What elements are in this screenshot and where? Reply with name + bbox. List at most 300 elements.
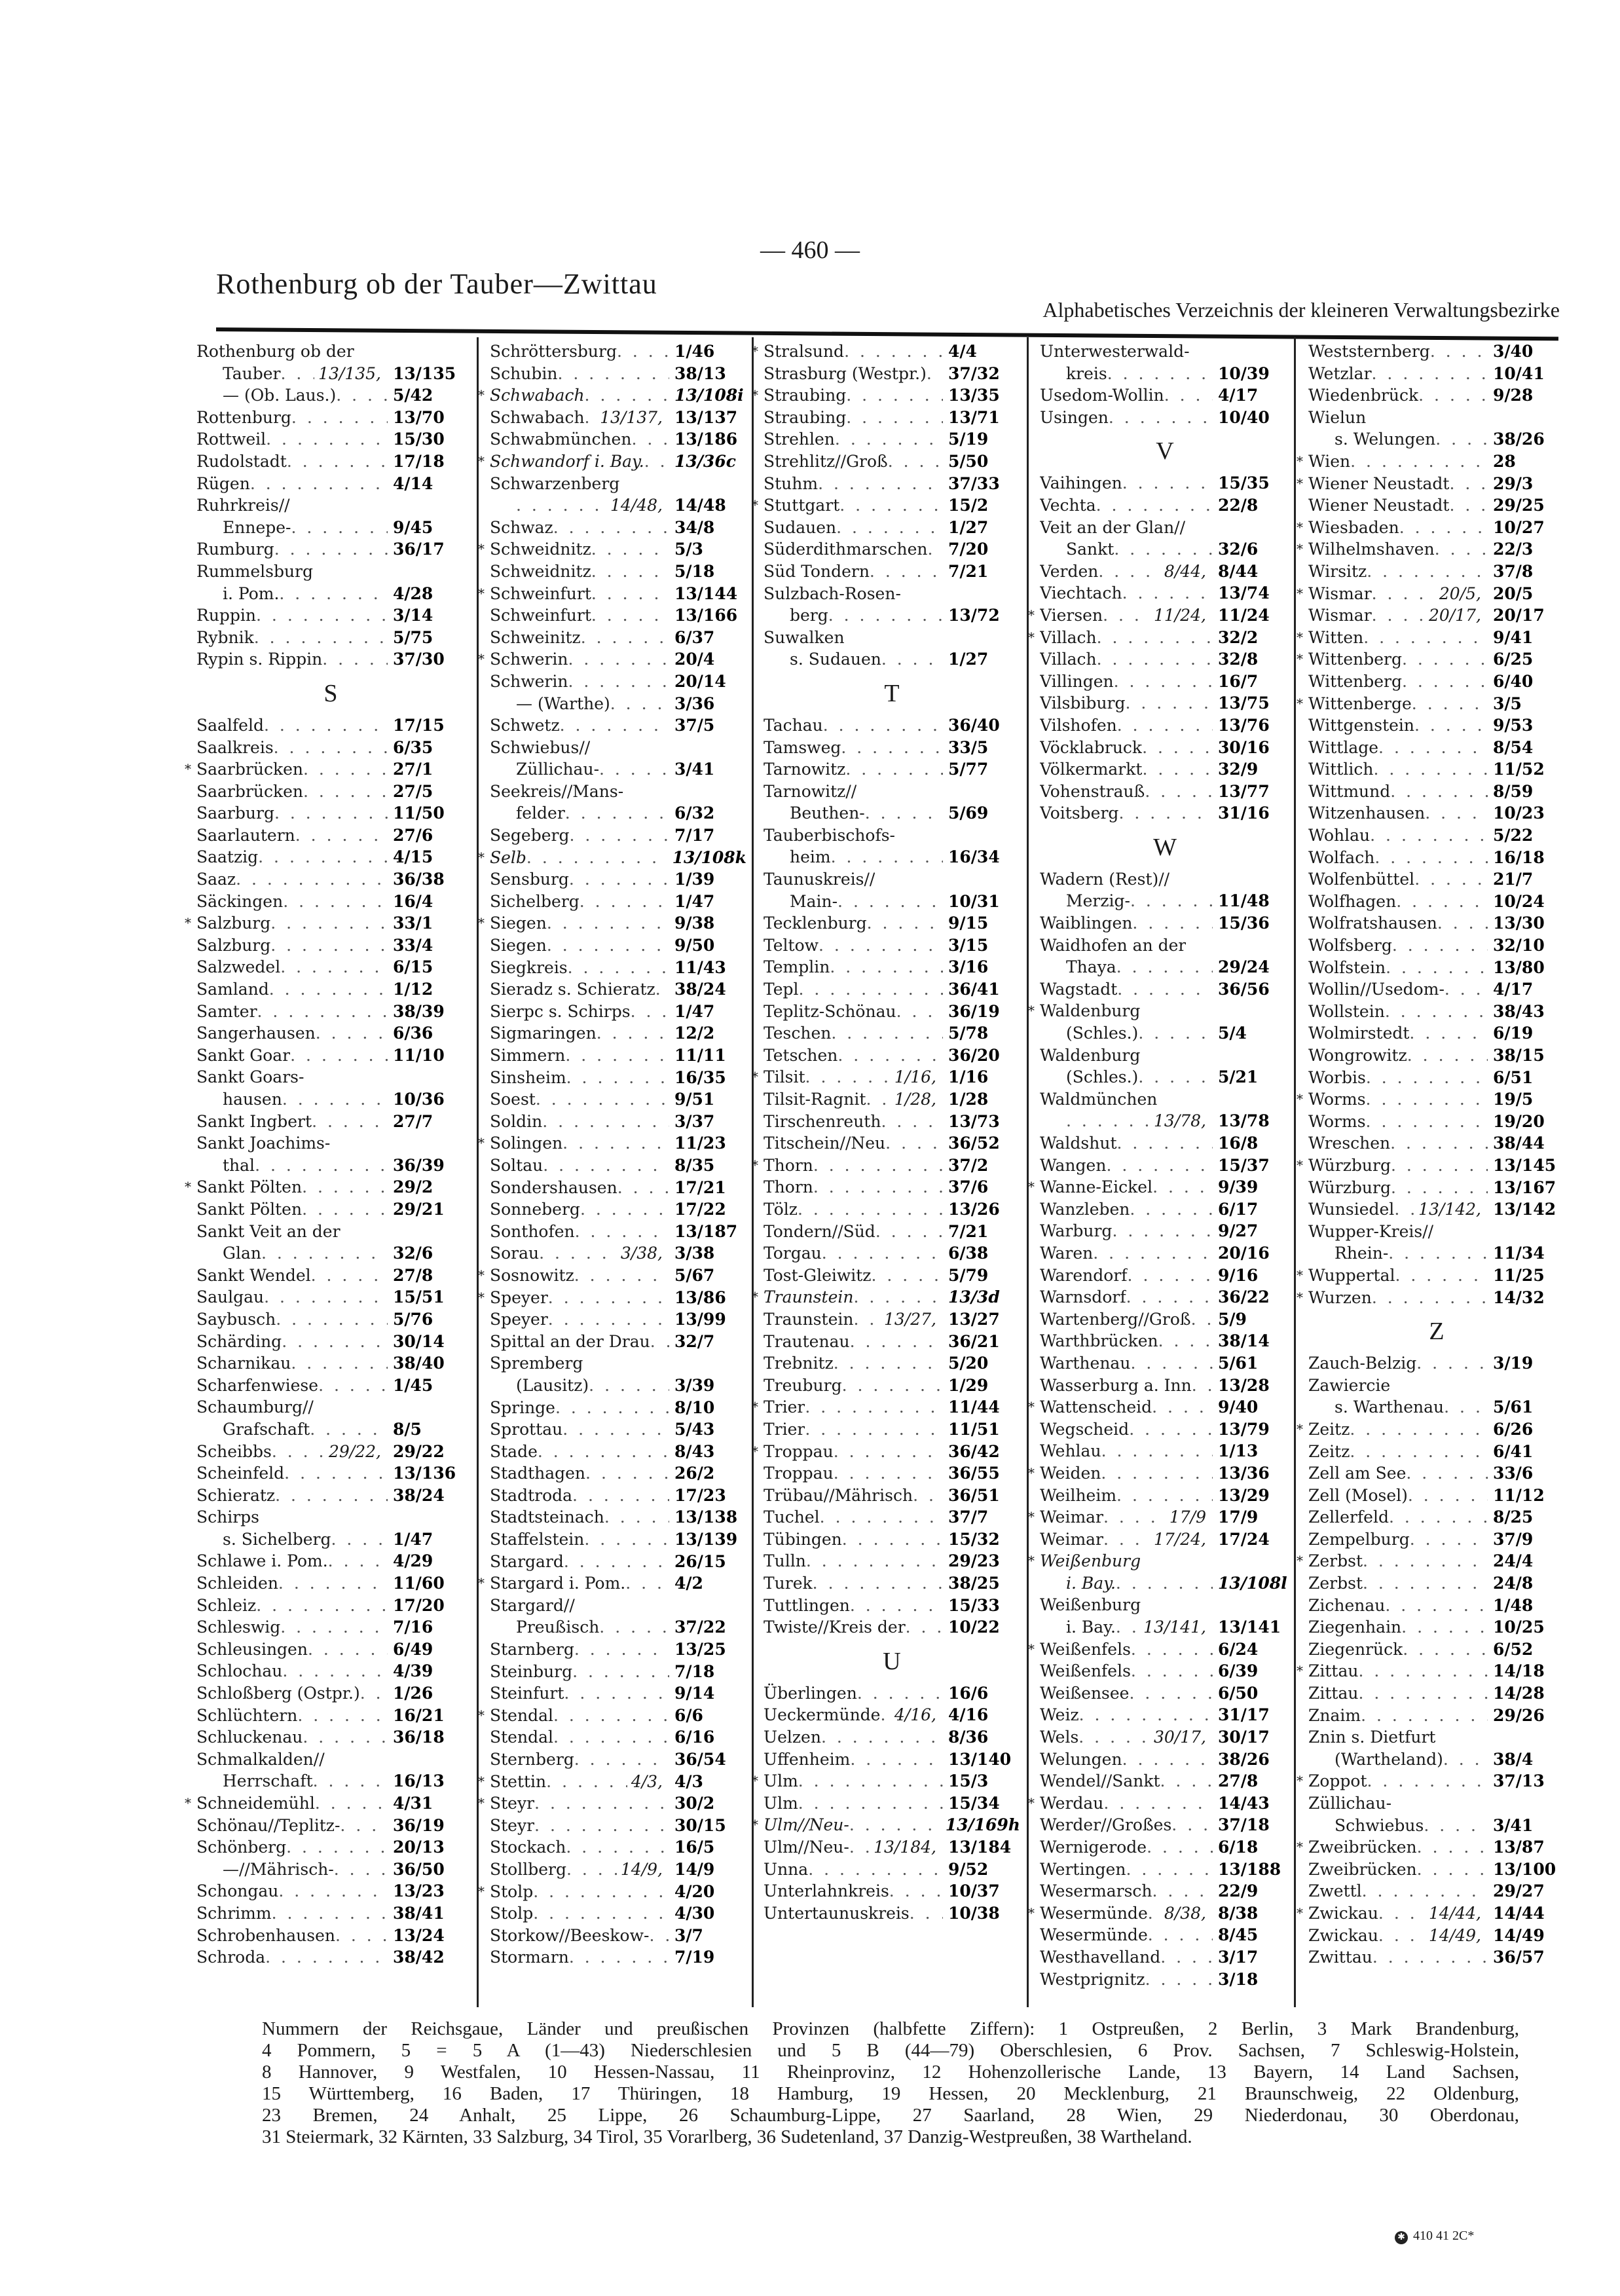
index-entry: [490, 1155, 746, 1177]
entry-name: Worms: [1308, 1090, 1366, 1109]
entry-reference: 13/80: [1493, 957, 1545, 977]
entry-name: Titschein//Neu: [764, 1134, 886, 1153]
entry-name: Schleiz: [196, 1595, 257, 1615]
entry-name: Merzig-: [1066, 891, 1130, 911]
entry-reference: 38/39: [393, 1001, 445, 1021]
dot-leader: [597, 1022, 669, 1045]
asterisk-marker: *: [478, 541, 485, 557]
dot-leader: [534, 1792, 669, 1815]
dot-leader: [1396, 891, 1488, 913]
dot-leader: [1106, 1155, 1213, 1177]
dot-leader: [1122, 472, 1213, 494]
entry-name: Glan: [223, 1244, 261, 1263]
index-entry: [196, 1770, 465, 1792]
entry-name: Zwittau: [1308, 1948, 1372, 1967]
entry-name: Trier: [764, 1398, 805, 1417]
entry-name: Überlingen: [764, 1683, 857, 1703]
entry-alt-reference: 30/17,: [1154, 1728, 1206, 1747]
index-entry: [764, 1902, 1020, 1925]
entry-name: Wittlich: [1308, 760, 1374, 779]
index-entry: [1040, 1088, 1290, 1111]
index-entry: [490, 1551, 746, 1573]
index-entry: [1308, 1925, 1565, 1947]
entry-name: Schweinitz: [490, 627, 581, 647]
entry-name: Rhein-: [1335, 1244, 1389, 1263]
entry-name: Tirschenreuth: [764, 1111, 881, 1131]
index-entry: [490, 1925, 746, 1947]
entry-name: Zeitz: [1308, 1441, 1350, 1461]
index-entry: [1308, 1859, 1565, 1881]
entry-reference: 6/39: [1218, 1661, 1259, 1681]
entry-name: Staffelstein: [490, 1530, 585, 1549]
dot-leader: [1430, 341, 1488, 363]
entry-name: Schwabach: [490, 386, 585, 405]
index-entry: [1297, 648, 1565, 671]
entry-name: Wuppertal: [1308, 1265, 1395, 1285]
entry-name: Ulm//Neu-: [764, 1838, 849, 1857]
index-entry: [764, 1485, 1020, 1507]
entry-reference: 5/21: [1218, 1067, 1259, 1087]
entry-reference: 13/74: [1218, 583, 1270, 603]
entry-reference: 13/36c: [674, 451, 736, 471]
dot-leader: [569, 1946, 669, 1969]
entry-reference: 15/30: [393, 430, 445, 449]
dot-leader: [322, 648, 388, 671]
dot-leader: [565, 1045, 669, 1067]
dot-leader: [1101, 1462, 1213, 1485]
entry-reference: 38/43: [1493, 1001, 1545, 1021]
dot-leader: [310, 1418, 388, 1441]
dot-leader: [1145, 1969, 1213, 1991]
entry-name: Speyer: [490, 1287, 548, 1307]
dot-leader: [585, 407, 597, 429]
dot-leader: [1414, 714, 1488, 737]
entry-name: Strasburg (Westpr.): [764, 363, 927, 383]
entry-reference: 17/20: [393, 1595, 445, 1615]
dot-leader: [572, 1661, 669, 1683]
dot-leader: [1122, 1749, 1213, 1771]
dot-leader: [236, 868, 388, 891]
entry-reference: 10/23: [1493, 804, 1545, 823]
entry-reference: 5/9: [1218, 1309, 1247, 1329]
dot-leader: [276, 1308, 388, 1331]
dot-leader: [591, 561, 669, 583]
entry-name: Wirsitz: [1308, 561, 1367, 581]
index-entry: [196, 1705, 465, 1727]
entry-name: Tarnowitz//: [764, 781, 857, 801]
dot-leader: [849, 1836, 870, 1859]
entry-name: Samter: [196, 1001, 257, 1021]
entry-reference: 37/33: [948, 473, 1000, 493]
entry-reference: 13/142: [1493, 1200, 1556, 1219]
index-entry: [196, 1221, 465, 1243]
index-entry: [478, 1132, 746, 1155]
entry-name: Scheibbs: [196, 1441, 272, 1461]
entry-reference: 32/9: [1218, 760, 1259, 779]
dot-leader: [557, 363, 669, 385]
dot-leader: [836, 517, 943, 539]
index-entry: [478, 538, 746, 561]
entry-name: Villach: [1040, 650, 1097, 669]
entry-reference: 36/51: [948, 1485, 1000, 1505]
dot-leader: [1103, 1792, 1213, 1815]
index-entry: [1040, 1198, 1290, 1221]
entry-reference: 13/108l: [1218, 1573, 1287, 1593]
index-entry: [196, 648, 465, 671]
index-column-2: [478, 341, 746, 2010]
entry-reference: 8/35: [674, 1155, 715, 1175]
dot-leader: [534, 1815, 669, 1837]
entry-reference: 11/60: [393, 1574, 445, 1593]
entry-reference: 15/32: [948, 1529, 1000, 1549]
entry-reference: 38/40: [393, 1354, 445, 1373]
entry-name: Saaz: [196, 870, 236, 889]
entry-name: Tuchel: [764, 1508, 820, 1527]
dot-leader: [1401, 1616, 1488, 1639]
entry-reference: 13/73: [948, 1111, 1000, 1131]
entry-name: Templin: [764, 957, 830, 977]
asterisk-marker: *: [1028, 1904, 1035, 1921]
index-entry: [196, 627, 465, 649]
dot-leader: [1373, 758, 1488, 781]
entry-reference: 11/43: [674, 957, 726, 977]
index-entry: [490, 1045, 746, 1067]
index-entry: [1040, 1352, 1290, 1375]
index-entry: [196, 1528, 465, 1551]
asterisk-marker: *: [1297, 453, 1303, 469]
asterisk-marker: *: [1297, 1420, 1303, 1437]
entry-reference: 4/20: [674, 1881, 715, 1901]
dot-leader: [866, 1088, 890, 1111]
index-entry: [1040, 1969, 1290, 1991]
index-entry: [764, 912, 1020, 935]
index-entry: [764, 956, 1020, 978]
index-entry: [764, 1550, 1020, 1572]
dot-leader: [580, 1198, 669, 1221]
entry-reference: 36/19: [948, 1001, 1000, 1021]
entry-name: Rummelsburg: [196, 561, 314, 581]
entry-name: Werdau: [1040, 1793, 1104, 1813]
index-entry: [1308, 1572, 1565, 1595]
entry-reference: 5/61: [1218, 1353, 1259, 1373]
index-entry: [1308, 494, 1565, 517]
entry-reference: 5/20: [948, 1354, 989, 1373]
index-entry: [196, 1308, 465, 1331]
entry-name: Warnsdorf: [1040, 1287, 1126, 1307]
entry-name: Stralsund: [764, 342, 845, 361]
entry-reference: 6/38: [948, 1244, 989, 1263]
dot-leader: [1122, 582, 1213, 604]
dot-leader: [875, 1221, 943, 1243]
index-entry: [1308, 714, 1565, 737]
index-entry: [1308, 1375, 1565, 1397]
entry-reference: 13/141: [1218, 1618, 1281, 1637]
index-entry: [752, 1155, 1020, 1177]
index-entry: [764, 1859, 1020, 1881]
dot-leader: [1362, 1880, 1488, 1902]
dot-leader: [1395, 1265, 1488, 1287]
entry-name: Villingen: [1040, 671, 1114, 691]
index-entry: [196, 978, 465, 1001]
entry-reference: 27/5: [393, 781, 433, 801]
index-entry: [1040, 1924, 1290, 1946]
entry-name: Waren: [1040, 1243, 1094, 1263]
entry-reference: 13/136: [393, 1464, 456, 1483]
dot-leader: [1402, 648, 1488, 671]
entry-name: (Schles.): [1066, 1024, 1139, 1043]
entry-reference: 7/18: [674, 1661, 715, 1681]
entry-name: Weiz: [1040, 1705, 1079, 1725]
entry-reference: 9/14: [674, 1684, 715, 1703]
entry-name: Verden: [1040, 561, 1099, 581]
index-entry: [196, 1132, 465, 1155]
footnote-line: 4 Pommern, 5 = 5 A (1—43) Niederschlesien und 5 B (44—79) Oberschlesien, 6 Prov. Sachsen, 7 Schleswig-Holstein,: [262, 2040, 1519, 2061]
entry-name: Sierpc s. Schirps: [490, 1001, 631, 1021]
entry-reference: 1/45: [393, 1375, 433, 1395]
entry-reference: 17/18: [393, 451, 445, 471]
page-title: Rothenburg ob der Tauber—Zwittau: [216, 268, 657, 300]
entry-reference: 33/6: [1493, 1464, 1534, 1483]
dot-leader: [256, 1595, 388, 1617]
entry-name: (Schles.): [1066, 1067, 1139, 1087]
index-entry: [1028, 1000, 1290, 1022]
dot-leader: [910, 1902, 943, 1925]
entry-name: Sigmaringen: [490, 1024, 597, 1043]
entry-name: Stockach: [490, 1838, 566, 1857]
index-entry: [196, 1088, 465, 1111]
index-entry: [490, 978, 746, 1001]
entry-reference: 6/17: [1218, 1199, 1259, 1219]
entry-name: Zempelburg: [1308, 1529, 1410, 1549]
index-entry: [1308, 868, 1565, 891]
asterisk-marker: *: [1297, 1773, 1303, 1789]
entry-reference: 8/25: [1493, 1508, 1534, 1527]
entry-reference: 20/5: [1493, 583, 1534, 603]
dot-leader: [591, 538, 669, 561]
entry-reference: 7/20: [948, 540, 989, 559]
entry-name: Schrimm: [196, 1903, 272, 1923]
asterisk-marker: *: [1297, 585, 1303, 601]
entry-reference: 1/28: [948, 1090, 989, 1109]
index-entry: [764, 1198, 1020, 1221]
dot-leader: [1158, 1330, 1213, 1352]
entry-name: Wupper-Kreis//: [1308, 1221, 1434, 1241]
entry-reference: 10/36: [393, 1090, 445, 1109]
index-entry: [1308, 1705, 1565, 1727]
index-entry: [490, 1749, 746, 1771]
asterisk-marker: *: [1297, 1267, 1303, 1283]
entry-name: Säckingen: [196, 891, 284, 911]
entry-reference: 5/69: [948, 804, 989, 823]
dot-leader: [539, 1242, 617, 1265]
index-entry: [1040, 737, 1290, 759]
entry-name: Schleiden: [196, 1574, 278, 1593]
entry-name: Torgau: [764, 1244, 822, 1263]
dot-leader: [906, 1616, 943, 1639]
footnote-line: 8 Hannover, 9 Westfalen, 10 Hessen-Nassau, 11 Rheinprovinz, 12 Hohenzollerische Lande, 13 Bayern, 14 Land Sachsen,: [262, 2062, 1519, 2083]
entry-reference: 13/100: [1493, 1859, 1556, 1879]
entry-name: Trebnitz: [764, 1354, 834, 1373]
entry-name: Stettin: [490, 1771, 547, 1791]
entry-reference: 15/3: [948, 1771, 989, 1791]
entry-reference: 37/5: [674, 716, 715, 735]
entry-name: Rothenburg ob der: [196, 342, 354, 361]
dot-leader: [574, 1749, 669, 1771]
index-entry: [196, 956, 465, 978]
dot-leader: [1103, 604, 1150, 627]
entry-reference: 3/36: [674, 694, 715, 713]
dot-leader: [280, 1616, 388, 1639]
dot-leader: [1412, 693, 1488, 715]
index-entry: [490, 1485, 746, 1507]
index-entry: [1308, 1815, 1565, 1837]
entry-reference: 5/75: [393, 627, 433, 647]
entry-name: Sangerhausen: [196, 1024, 316, 1043]
index-entry: [196, 1946, 465, 1969]
dot-leader: [1116, 1616, 1139, 1639]
dot-leader: [896, 1001, 943, 1023]
entry-name: Schweinfurt: [490, 606, 591, 625]
dot-leader: [542, 1111, 669, 1133]
index-entry: [478, 1572, 746, 1595]
index-entry: [490, 1177, 746, 1199]
index-entry: [764, 627, 1020, 649]
entry-name: Saarbrücken: [196, 781, 303, 801]
dot-leader: [1389, 1506, 1488, 1528]
entry-name: Waldshut: [1040, 1134, 1117, 1153]
dot-leader: [547, 935, 669, 957]
index-entry: [1028, 1396, 1290, 1418]
entry-name: Wanne-Eickel: [1040, 1177, 1153, 1197]
header-rule: [216, 327, 1558, 341]
entry-alt-reference: 13/142,: [1418, 1200, 1481, 1219]
entry-name: Witten: [1308, 627, 1364, 647]
entry-name: Weißenburg: [1040, 1595, 1141, 1615]
dot-leader: [291, 1352, 388, 1375]
entry-name: Scharfenwiese: [196, 1375, 319, 1395]
entry-name: Würzburg: [1308, 1177, 1391, 1197]
entry-reference: 27/1: [393, 760, 433, 779]
dot-leader: [1372, 1287, 1488, 1309]
index-entry: [196, 517, 465, 539]
dot-leader: [1126, 692, 1213, 714]
index-entry: [196, 1155, 465, 1177]
index-entry: [1040, 1418, 1290, 1441]
index-entry: [1308, 1616, 1565, 1639]
dot-leader: [265, 1946, 388, 1969]
dot-leader: [1138, 1022, 1213, 1045]
dot-leader: [850, 1749, 943, 1771]
entry-reference: 13/75: [1218, 694, 1270, 713]
entry-reference: 36/55: [948, 1464, 1000, 1483]
entry-reference: 4/29: [393, 1551, 433, 1571]
index-entry: [764, 1176, 1020, 1198]
entry-alt-reference: 1/28,: [894, 1090, 936, 1109]
asterisk-marker: *: [478, 1267, 485, 1283]
index-entry: [752, 1441, 1020, 1463]
entry-reference: 38/44: [1493, 1134, 1545, 1153]
asterisk-marker: *: [1297, 1839, 1303, 1855]
dot-leader: [820, 1506, 943, 1528]
index-entry: [1040, 1485, 1290, 1507]
index-entry: [196, 538, 465, 561]
entry-name: Soldin: [490, 1111, 543, 1131]
dot-leader: [255, 1155, 388, 1177]
index-entry: [196, 1749, 465, 1771]
dot-leader: [838, 891, 943, 913]
entry-name: Ueckermünde: [764, 1705, 881, 1725]
entry-reference: 1/27: [948, 517, 989, 537]
entry-name: Tondern//Süd: [764, 1221, 875, 1241]
index-entry: [490, 1506, 746, 1528]
index-entry: [1308, 1485, 1565, 1507]
index-entry: [1308, 363, 1565, 385]
index-entry: [764, 737, 1020, 759]
entry-name: Wittmund: [1308, 781, 1391, 801]
entry-name: Wernigerode: [1040, 1838, 1147, 1857]
dot-leader: [562, 1418, 669, 1441]
dot-leader: [566, 1836, 669, 1859]
entry-reference: 6/18: [1218, 1838, 1259, 1857]
dot-leader: [1366, 1067, 1488, 1089]
index-entry: [1040, 1572, 1290, 1595]
index-entry: [490, 517, 746, 539]
dot-leader: [1403, 1639, 1488, 1661]
entry-name: Springe: [490, 1398, 555, 1417]
entry-reference: 27/8: [393, 1265, 433, 1285]
entry-name: Wolfratshausen: [1308, 914, 1437, 933]
entry-name: Wielun: [1308, 407, 1367, 427]
entry-reference: 30/14: [393, 1331, 445, 1351]
index-entry: [490, 1946, 746, 1969]
index-entry: [1040, 802, 1290, 824]
index-entry: [764, 363, 1020, 385]
entry-name: —//Mährisch-: [223, 1859, 334, 1879]
entry-reference: 22/8: [1218, 495, 1259, 515]
index-entry: [196, 868, 465, 891]
entry-reference: 33/4: [393, 935, 433, 955]
entry-reference: 13/76: [1218, 715, 1270, 735]
entry-name: Stolp: [490, 1881, 534, 1901]
entry-name: Süd Tondern: [764, 561, 870, 581]
entry-reference: 11/11: [674, 1046, 726, 1065]
entry-reference: 13/79: [1218, 1419, 1270, 1439]
dot-leader: [335, 1925, 388, 1947]
entry-name: Siegen: [490, 936, 547, 955]
index-entry: [478, 847, 746, 869]
entry-name: Straubing: [764, 386, 847, 405]
entry-name: Ulm: [764, 1793, 798, 1813]
entry-reference: 10/25: [1493, 1618, 1545, 1637]
index-entry: [490, 693, 746, 715]
entry-name: Zweibrücken: [1308, 1859, 1417, 1879]
entry-reference: 5/77: [948, 760, 989, 779]
asterisk-marker: *: [1028, 1464, 1035, 1481]
entry-name: Zwickau: [1308, 1925, 1378, 1945]
entry-name: Warthbrücken: [1040, 1331, 1158, 1351]
entry-reference: 37/32: [948, 363, 1000, 383]
entry-name: Sosnowitz: [490, 1265, 574, 1285]
entry-name: s. Warthenau: [1335, 1398, 1445, 1417]
dot-leader: [572, 1485, 669, 1507]
print-code-text: 410 41 2C*: [1413, 2229, 1475, 2243]
entry-name: Zeitz: [1308, 1419, 1350, 1439]
entry-reference: 13/25: [674, 1640, 726, 1659]
entry-name: Sankt Pölten: [196, 1199, 303, 1219]
dot-leader: [1103, 1528, 1150, 1551]
entry-reference: 14/44: [1493, 1903, 1545, 1923]
index-entry: [764, 561, 1020, 583]
